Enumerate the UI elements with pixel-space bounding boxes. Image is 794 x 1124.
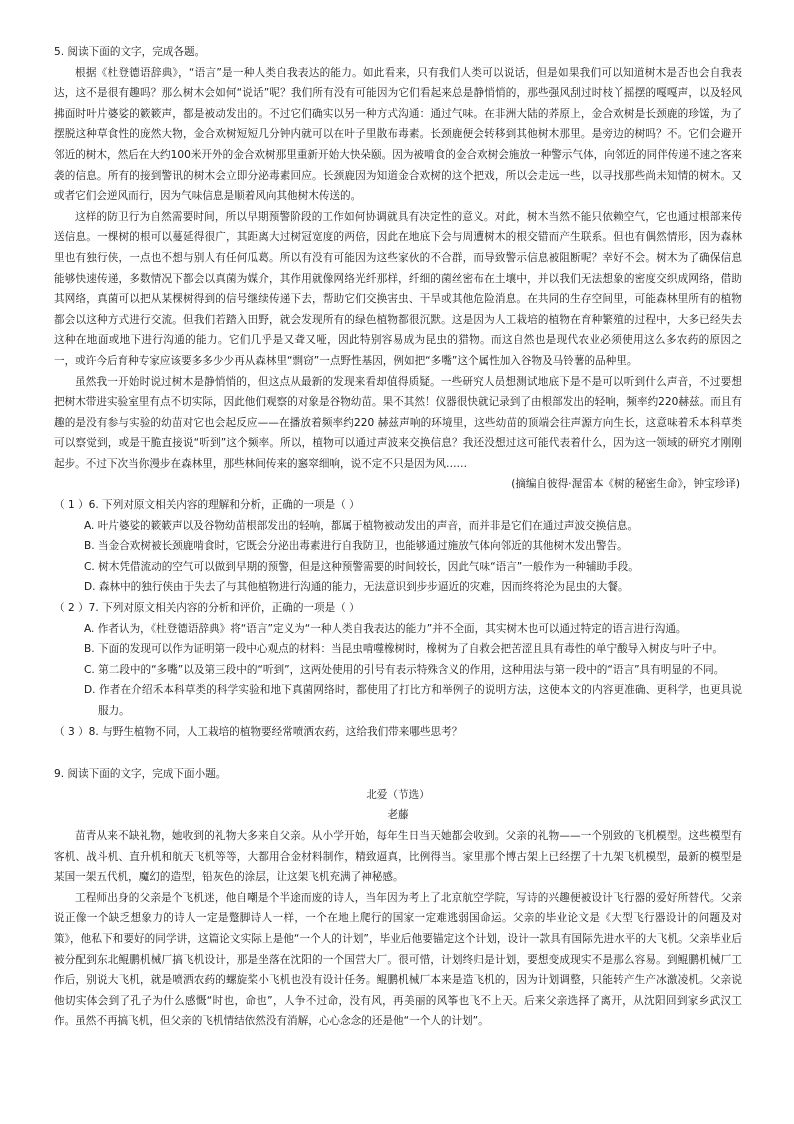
section-gap — [54, 742, 742, 764]
option-a: A. 叶片婆娑的簌簌声以及谷物幼苗根部发出的轻响，都属于植物被动发出的声音，而并非是它们在通过声波交换信息。 — [84, 519, 639, 532]
passage-paragraph: 苗青从来不缺礼物，她收到的礼物大多来自父亲。从小学开始，每年生日当天她都会收到。父亲的礼物——一个别致的飞机模型。这些模型有客机、战斗机、直升机和航天飞机等等，大都用合金材料制作，精致逼真，比例得当。家里那个博古架上已经摆了十九架飞机模型，最新的模型是某国一架五代机，魔幻的造型，铅灰色的涂层，让这架飞机充满了神秘感。 — [54, 829, 742, 884]
question-9-heading: 9. 阅读下面的文字，完成下面小题。 — [54, 768, 227, 781]
question-5-heading: 5. 阅读下面的文字，完成各题。 — [54, 46, 206, 58]
option-c: C. 树木凭借流动的空气可以做到早期的预警，但是这种预警需要的时间较长，因此气味“语言”一般作为一种辅助手段。 — [84, 560, 639, 573]
passage-paragraph: 这样的防卫行为自然需要时间，所以早期预警阶段的工作如何协调就具有决定性的意义。对此，树木当然不能只依赖空气，它也通过根部来传送信息。一棵树的根可以蔓延得很广，其距离大过树冠宽度的两倍，因此在地底下会与周遭树木的根交错而产生联系。但也有偶然情形，因为森林里也有独行侠，一点也不想与别人有任何瓜葛。所以有没有可能因为这些家伙的不合群，而导致警示信息被阻断呢？幸好不会。树木为了确保信息能够快速传递，多数情况下都会以真菌为媒介，其作用就像网络光纤那样，纤细的菌丝密布在土壤中，并以我们无法想象的密度交织成网络，借助其网络，真菌可以把从某棵树得到的信号继续传递下去，帮助它们交换害虫、干旱或其他危险消息。在共同的生存空间里，可能森林里所有的植物都会以这种方式进行交流。但我们若踏入田野，就会发现所有的绿色植物都很沉默。这是因为人工栽培的植物在育种繁殖的过程中，大多已经失去这种在地面或地下进行沟通的能力。它们几乎是又聋又哑，因此特别容易成为昆虫的猎物。而这自然也是现代农业必须使用这么多农药的原因之一，或许今后育种专家应该要多多少少再从森林里“剽窃”一点野性基因，例如把“多嘴”这个属性加入谷物及马铃薯的品种里。 — [54, 210, 742, 367]
question-9-section — [54, 764, 742, 1032]
option-c: C. 第二段中的“多嘴”以及第三段中的“听到”，这两处使用的引号有表示特殊含义的作用，这种用法与第一段中的“语言”具有明显的不同。 — [84, 663, 725, 676]
passage-source: (摘编自彼得·渥雷本《树的秘密生命》，钟宝珍译) — [511, 478, 740, 491]
sub-question-6 — [54, 495, 742, 598]
option-b: B. 下面的发现可以作为证明第一段中心观点的材料：当昆虫啃噬橡树时，橡树为了自救会把苦涩且具有毒性的单宁酸导入树皮与叶子中。 — [84, 643, 724, 656]
passage-paragraph: 根据《杜登德语辞典》，“语言”是一种人类自我表达的能力。如此看来，只有我们人类可以说话，但是如果我们可以知道树木是否也会自我表达，这不是很有趣吗？那么树木会如何“说话”呢？我们所有没有可能因为它们看起来总是静悄悄的，那些强风刮过时枝丫摇摆的嘎嘎声，以及轻风拂面时叶片婆娑的簌簌声，都是被动发出的。不过它们确实以另一种方式沟通：通过气味。在非洲大陆的荞原上，金合欢树是长颈鹿的珍馐，为了摆脱这种草食性的庞然大物，金合欢树短短几分钟内就可以在叶子里散布毒素。长颈鹿便会转移到其他树木那里。是旁边的树吗？不。它们会避开邻近的树木，然后在大约100米开外的金合欢树那里重新开始大快朵颐。因为被啃食的金合欢树会施放一种警示气体，向邻近的同伴传递不速之客来袭的信息。所有的接到警讯的树木会立即分泌毒素回应。长颈鹿因为知道金合欢树的这个把戏，所以会走远一些，以寻找那些尚未知情的树木。又或者它们会逆风而行，因为气味信息是顺着风向其他树木传送的。 — [54, 66, 742, 203]
passage-title: 北爱（节选） — [366, 788, 430, 801]
sub-question-label: （ 3 ）8. 与野生植物不同，人工栽培的植物要经常喷洒农药，这给我们带来哪些思考？ — [54, 725, 463, 738]
sub-question-8 — [54, 722, 742, 743]
passage-paragraph: 虽然我一开始时说过树木是静悄悄的，但这点从最新的发现来看却值得质疑。一些研究人员想测试地底下是不是可以听到什么声音，不过要想把树木带进实验室里有点不切实际，因此他们观察的对象是谷物幼苗。果不其然！仪器很快就记录到了由根部发出的轻响，频率约220赫兹。而且有趣的是没有参与实验的幼苗对它也会起反应——在播放着频率约220 赫兹声响的环境里，这些幼苗的顶端会往声源方向生长，这意味着禾本科草类可以察觉到，或是干脆直接说“听到”这个频率。所以，植物可以通过声波来交换信息？我还没想过这可能代表着什么，因为这一领域的研究才刚刚起步。不过下次当你漫步在森林里，那些林间传来的窸窣细响，说不定不只是因为风…… — [54, 375, 742, 470]
sub-question-7 — [54, 598, 742, 722]
passage-author: 老藤 — [387, 809, 409, 822]
sub-question-label: （ 1 ）6. 下列对原文相关内容的理解和分析，正确的一项是（ ） — [54, 499, 360, 512]
option-b: B. 当金合欢树被长颈鹿啃食时，它既会分泌出毒素进行自我防卫，也能够通过施放气体向邻近的其他树木发出警告。 — [84, 540, 628, 553]
option-d: D. 作者在介绍禾本科草类的科学实验和地下真菌网络时，都使用了打比方和举例子的说明方法，这使本文的内容更准确、更科学，也更具说服力。 — [84, 684, 742, 717]
option-a: A. 作者认为，《杜登德语辞典》将“语言”定义为“一种人类自我表达的能力”并不全面，其实树木也可以通过特定的语言进行沟通。 — [84, 622, 687, 635]
option-d: D. 森林中的独行侠由于失去了与其他植物进行沟通的能力，无法意识到步步逼近的灾难，因而终将沦为昆虫的大餐。 — [84, 581, 629, 594]
sub-question-label: （ 2 ）7. 下列对原文相关内容的分析和评价，正确的一项是（ ） — [54, 602, 360, 615]
question-5-section — [54, 42, 742, 742]
passage-paragraph: 工程师出身的父亲是个飞机迷，他自嘲是个半途而废的诗人，当年因为考上了北京航空学院，写诗的兴趣便被设计飞行器的爱好所替代。父亲说正像一个缺乏想象力的诗人一定是蹩脚诗人一样，一个在地上爬行的国家一定难逃弱国命运。父亲的毕业论文是《大型飞行器设计的问题及对策》，他私下和要好的同学讲，这篇论文实际上是他“一个人的计划”，毕业后他要锚定这个计划，设计一款具有国际先进水平的大飞机。父亲毕业后被分配到东北鲲鹏机械厂搞飞机设计，那是坐落在沈阳的一个国营大厂。很可惜，计划终归是计划，要想变成现实不是那么容易。到鲲鹏机械厂工作后，别说大飞机，就是喷洒农药的螺旋桨小飞机也没有设计任务。鲲鹏机械厂本来是造飞机的，因为计划调整，只能转产生产冰激凌机。父亲说他切实体会到了孔子为什么感慨“时也，命也”，人争不过命，没有风，再美丽的风筝也飞不上天。后来父亲选择了离开，从沈阳回到家乡武汉工作。虽然不再搞飞机，但父亲的飞机情结依然没有消解，心心念念的还是他“一个人的计划”。 — [54, 891, 742, 1028]
